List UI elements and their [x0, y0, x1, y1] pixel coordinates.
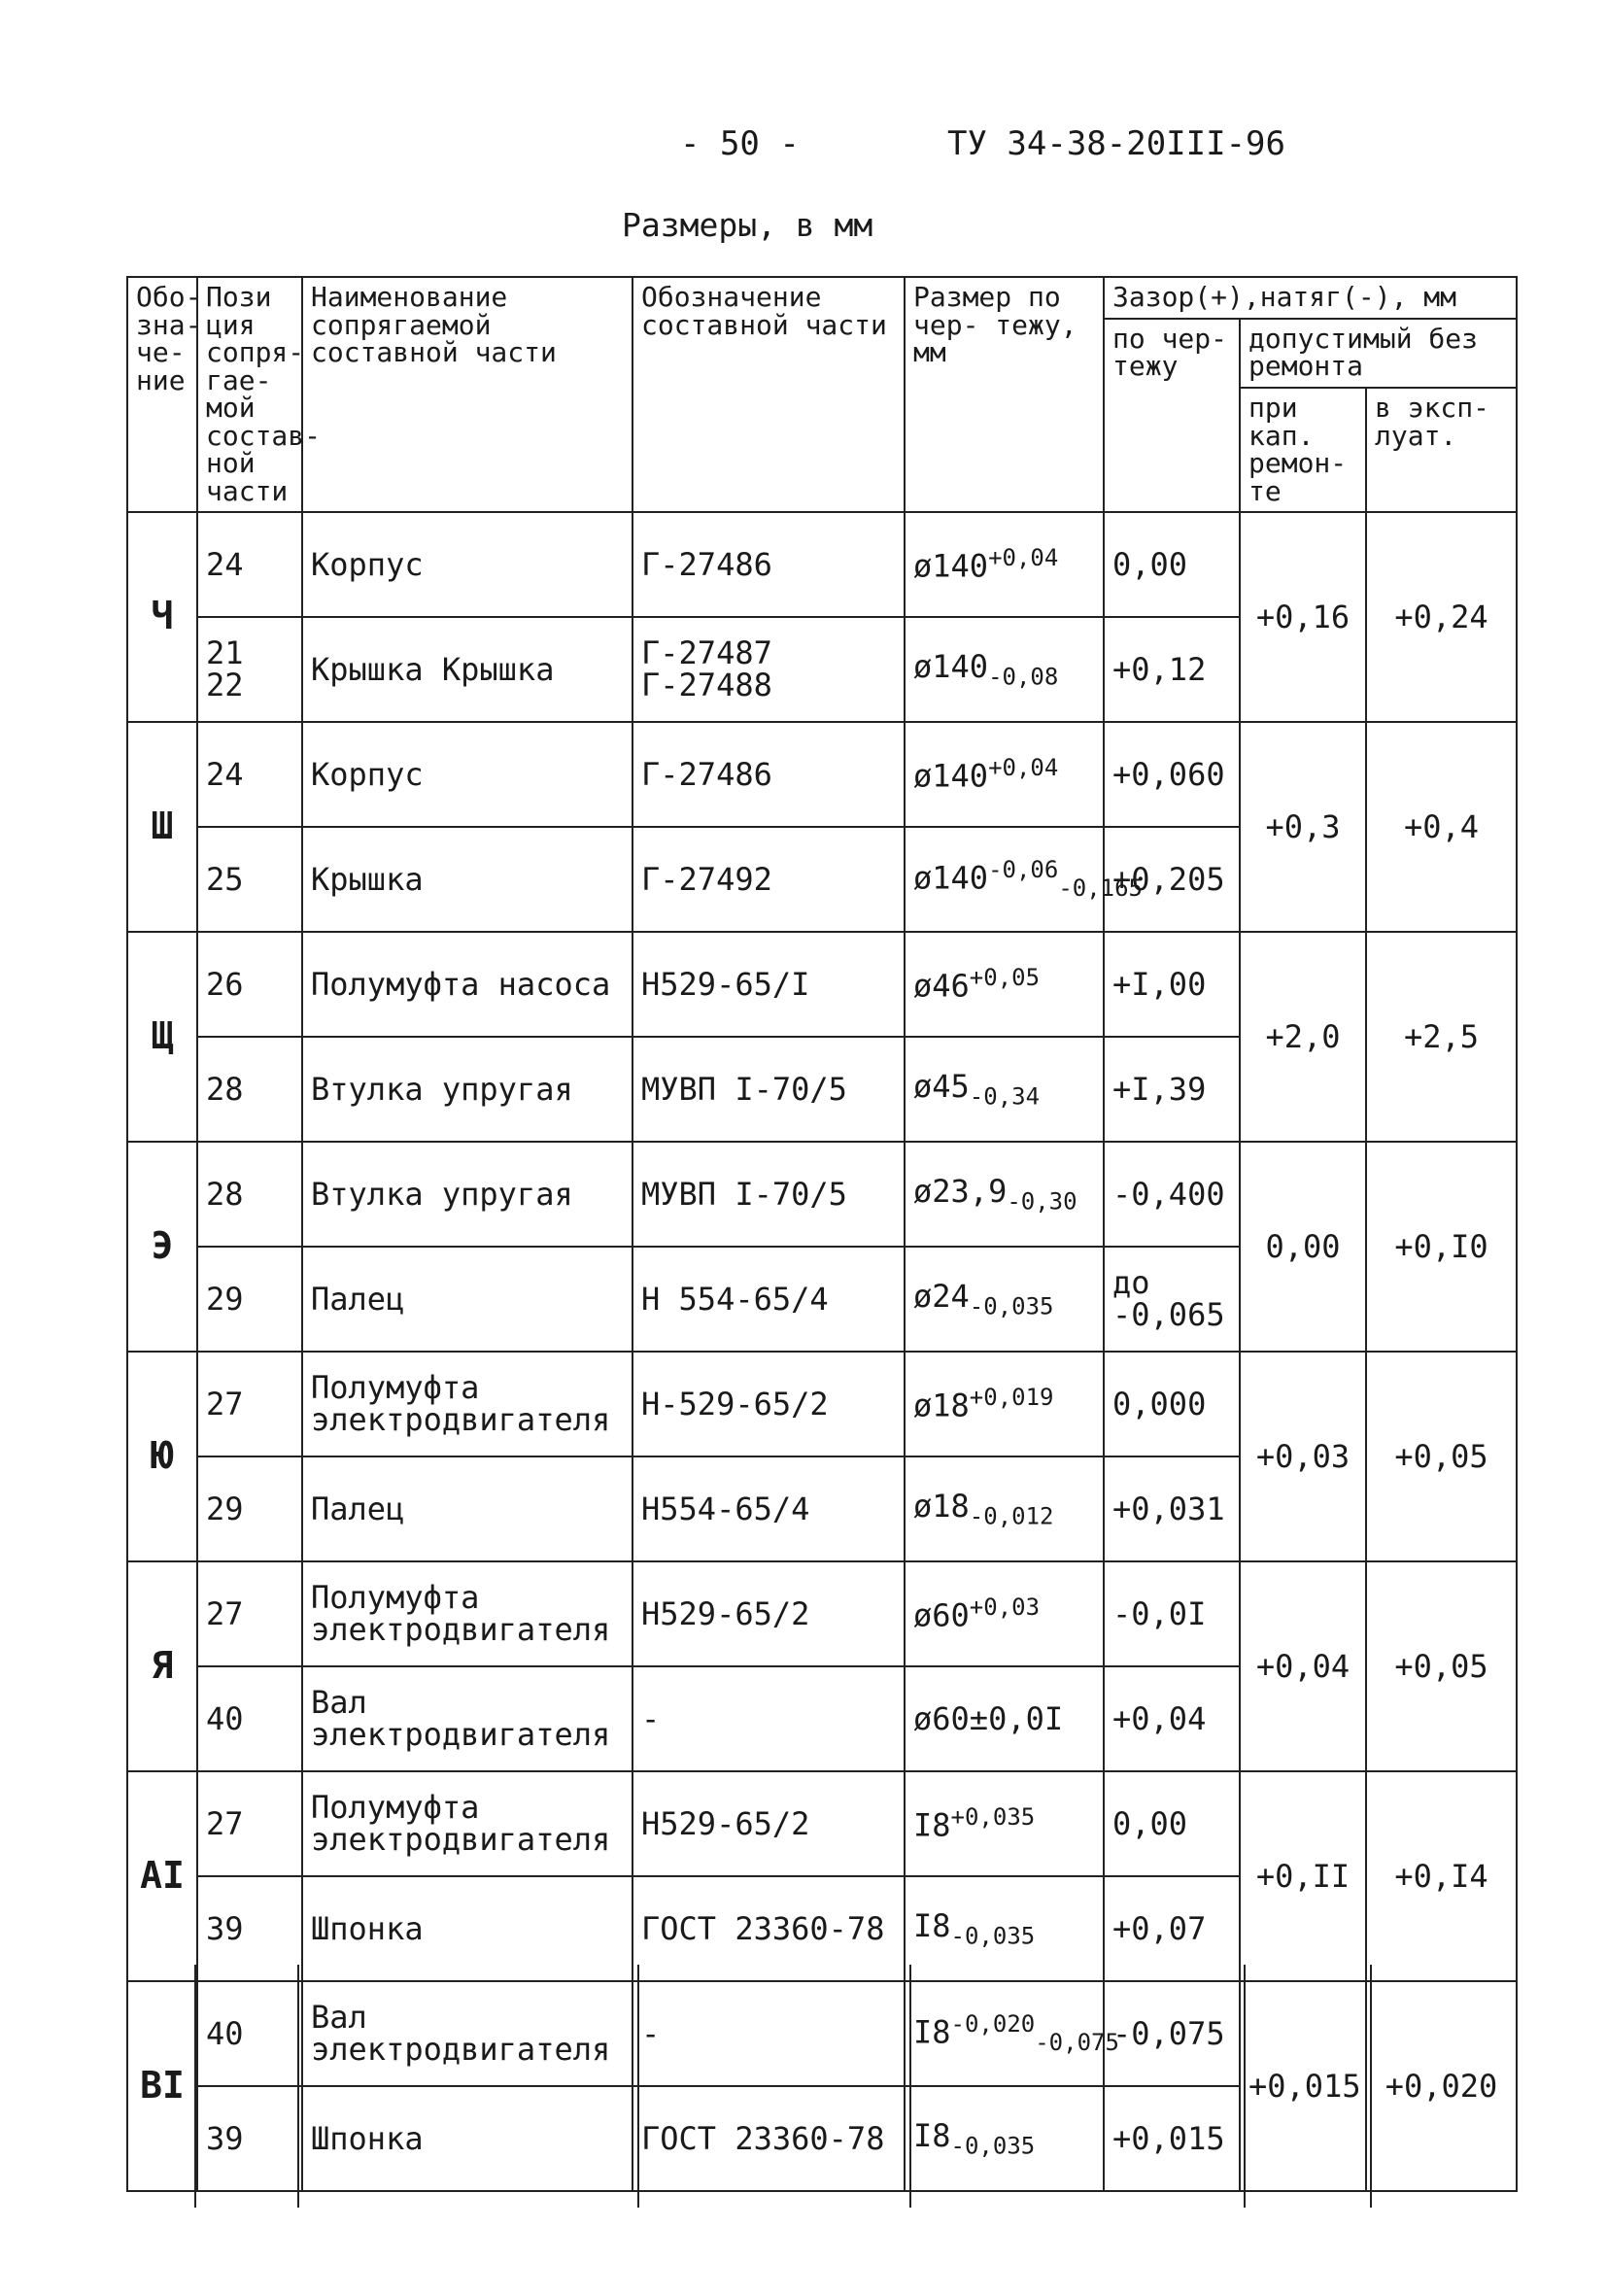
size-nominal: ø140	[913, 647, 989, 685]
part-code-cell: Н-529-65/2	[633, 1352, 905, 1456]
part-code-cell: Г-27486	[633, 722, 905, 827]
group-designation: Э	[127, 1142, 197, 1352]
by-drawing-cell: -0,0I	[1104, 1561, 1240, 1666]
size-nominal: ø60	[913, 1596, 970, 1634]
size-cell	[905, 932, 1104, 1037]
by-drawing-cell: 0,00	[1104, 512, 1240, 617]
part-code-cell: Г-27486	[633, 512, 905, 617]
size-cell	[905, 617, 1104, 722]
size-cell	[905, 1981, 1119, 2086]
col-by-drawing: по чер- тежу	[1104, 319, 1240, 513]
document-code: ТУ 34-38-20III-96	[947, 124, 1285, 163]
size-nominal: ø18	[913, 1387, 970, 1424]
part-code-cell: Н529-65/I	[633, 932, 905, 1037]
position-cell: 40	[197, 1981, 302, 2086]
group-designation: АI	[127, 1771, 197, 1981]
name-cell: Корпус	[302, 722, 633, 827]
group-designation: Ш	[127, 722, 197, 932]
operation-cell: +0,I4	[1366, 1771, 1517, 1981]
table-caption: Размеры, в мм	[622, 206, 873, 244]
position-cell: 28	[197, 1142, 302, 1247]
size-lower-tolerance: -0,165	[1058, 874, 1144, 903]
name-cell: Шпонка	[302, 1876, 633, 1981]
position-cell: 27	[197, 1352, 302, 1456]
part-code-cell: МУВП I-70/5	[633, 1142, 905, 1247]
by-drawing-cell: +I,39	[1104, 1037, 1240, 1142]
table-row	[127, 722, 1517, 827]
size-lower-tolerance: -0,012	[969, 1501, 1054, 1529]
part-code-cell: -	[633, 1666, 905, 1771]
col-size: Размер по чер- тежу, мм	[905, 277, 1104, 512]
size-upper-tolerance: +0,035	[950, 1803, 1036, 1832]
name-cell: Крышка	[302, 827, 633, 932]
size-cell	[905, 722, 1104, 827]
position-cell: 25	[197, 827, 302, 932]
column-rule	[297, 1965, 299, 2208]
position-cell: 29	[197, 1247, 302, 1352]
name-cell: Палец	[302, 1247, 633, 1352]
column-rule	[1244, 1965, 1246, 2208]
position-cell: 24	[197, 512, 302, 617]
table-row	[127, 1771, 1517, 1876]
size-lower-tolerance: -0,30	[1007, 1186, 1077, 1215]
column-rule	[1370, 1965, 1372, 2208]
by-drawing-cell: +0,07	[1104, 1876, 1240, 1981]
part-code-cell: Н 554-65/4	[633, 1247, 905, 1352]
cap-repair-cell: +0,II	[1240, 1771, 1366, 1981]
table-row	[127, 1142, 1517, 1247]
size-cell	[905, 1561, 1104, 1666]
column-rule	[909, 1965, 911, 2208]
page-number: - 50 -	[680, 124, 800, 163]
size-lower-tolerance: -0,075	[1035, 2029, 1119, 2057]
part-code-cell: ГОСТ 23360-78	[633, 2086, 905, 2191]
size-nominal: I8	[913, 2116, 951, 2154]
table-row	[127, 1352, 1517, 1456]
size-nominal: ø45	[913, 1067, 970, 1105]
size-lower-tolerance: -0,34	[969, 1081, 1041, 1110]
by-drawing-cell: +0,060	[1104, 722, 1240, 827]
by-drawing-cell: +0,031	[1104, 1456, 1240, 1561]
by-drawing-cell: +I,00	[1104, 932, 1240, 1037]
size-lower-tolerance: -0,035	[969, 1291, 1054, 1319]
table-row	[127, 1561, 1517, 1666]
by-drawing-cell: -0,400	[1104, 1142, 1240, 1247]
column-rule	[637, 1965, 639, 2208]
size-nominal: ø140	[913, 859, 989, 897]
name-cell: Полумуфта электродвигателя	[302, 1561, 633, 1666]
part-code-cell: Н529-65/2	[633, 1771, 905, 1876]
position-cell: 40	[197, 1666, 302, 1771]
name-cell: Крышка Крышка	[302, 617, 633, 722]
size-cell	[905, 1771, 1104, 1876]
by-drawing-cell: -0,075	[1104, 1981, 1240, 2086]
col-cap-repair: при кап. ремон- те	[1240, 388, 1366, 512]
by-drawing-cell: 0,000	[1104, 1352, 1240, 1456]
size-nominal: ø24	[913, 1277, 970, 1315]
size-upper-tolerance: +0,04	[988, 544, 1059, 572]
size-cell	[905, 827, 1144, 932]
col-designation: Обо- зна- че- ние	[127, 277, 197, 512]
name-cell: Втулка упругая	[302, 1037, 633, 1142]
position-cell: 39	[197, 2086, 302, 2191]
part-code-cell: Н554-65/4	[633, 1456, 905, 1561]
size-nominal: I8	[913, 2013, 951, 2051]
dimensions-table	[126, 276, 1518, 2192]
position-cell: 39	[197, 1876, 302, 1981]
by-drawing-cell: +0,04	[1104, 1666, 1240, 1771]
col-operation: в эксп- луат.	[1366, 388, 1517, 512]
size-cell	[905, 1456, 1104, 1561]
size-upper-tolerance: +0,05	[969, 964, 1041, 992]
part-code-cell: Н529-65/2	[633, 1561, 905, 1666]
cap-repair-cell: +0,04	[1240, 1561, 1366, 1771]
name-cell: Втулка упругая	[302, 1142, 633, 1247]
name-cell: Полумуфта электродвигателя	[302, 1771, 633, 1876]
position-cell: 26	[197, 932, 302, 1037]
part-code-cell: Г-27492	[633, 827, 905, 932]
size-cell	[905, 1352, 1104, 1456]
size-nominal: ø140	[913, 757, 989, 795]
col-position: Пози ция сопря- гае- мой состав- ной части	[197, 277, 302, 512]
size-upper-tolerance: +0,03	[969, 1593, 1041, 1622]
operation-cell: +0,I0	[1366, 1142, 1517, 1352]
table-row	[127, 512, 1517, 617]
position-cell: 21 22	[197, 617, 302, 722]
size-nominal: ø23,9	[913, 1172, 1008, 1210]
size-lower-tolerance: -0,08	[988, 662, 1059, 690]
part-code-cell: ГОСТ 23360-78	[633, 1876, 905, 1981]
size-upper-tolerance: +0,019	[969, 1384, 1054, 1412]
size-cell	[905, 1142, 1104, 1247]
col-allowed: допустимый без ремонта	[1240, 319, 1517, 389]
by-drawing-cell: +0,12	[1104, 617, 1240, 722]
group-designation: ВI	[127, 1981, 197, 2191]
size-cell	[905, 1247, 1104, 1352]
size-cell	[905, 2086, 1104, 2191]
name-cell: Вал электродвигателя	[302, 1666, 633, 1771]
column-rule	[194, 1965, 196, 2208]
operation-cell: +0,020	[1366, 1981, 1517, 2191]
group-designation: Ч	[127, 512, 197, 722]
size-nominal: ø140	[913, 547, 989, 585]
operation-cell: +2,5	[1366, 932, 1517, 1142]
size-cell	[905, 512, 1104, 617]
name-cell: Полумуфта электродвигателя	[302, 1352, 633, 1456]
table-row	[127, 932, 1517, 1037]
by-drawing-cell: до -0,065	[1104, 1247, 1240, 1352]
operation-cell: +0,05	[1366, 1352, 1517, 1561]
table-body	[127, 512, 1517, 2191]
size-nominal: ø46	[913, 967, 970, 1005]
name-cell: Вал электродвигателя	[302, 1981, 633, 2086]
size-cell	[905, 1666, 1104, 1771]
name-cell: Шпонка	[302, 2086, 633, 2191]
part-code-cell: -	[633, 1981, 905, 2086]
cap-repair-cell: 0,00	[1240, 1142, 1366, 1352]
position-cell: 27	[197, 1771, 302, 1876]
col-name: Наименование сопрягаемой составной части	[302, 277, 633, 512]
size-cell	[905, 1876, 1104, 1981]
size-lower-tolerance: -0,035	[950, 1921, 1036, 1949]
group-designation: Я	[127, 1561, 197, 1771]
size-nominal: ø60±0,0I	[913, 1699, 1064, 1737]
name-cell: Палец	[302, 1456, 633, 1561]
table-header	[127, 277, 1517, 512]
operation-cell: +0,05	[1366, 1561, 1517, 1771]
size-upper-tolerance: +0,04	[988, 754, 1059, 782]
size-nominal: I8	[913, 1906, 951, 1944]
col-clearance: Зазор(+),натяг(-), мм	[1104, 277, 1517, 319]
by-drawing-cell: 0,00	[1104, 1771, 1240, 1876]
position-cell: 24	[197, 722, 302, 827]
cap-repair-cell: +0,16	[1240, 512, 1366, 722]
size-nominal: I8	[913, 1806, 951, 1844]
cap-repair-cell: +2,0	[1240, 932, 1366, 1142]
part-code-cell: Г-27487 Г-27488	[633, 617, 905, 722]
position-cell: 27	[197, 1561, 302, 1666]
size-lower-tolerance: -0,035	[950, 2131, 1036, 2159]
position-cell: 28	[197, 1037, 302, 1142]
name-cell: Полумуфта насоса	[302, 932, 633, 1037]
name-cell: Корпус	[302, 512, 633, 617]
cap-repair-cell: +0,015	[1240, 1981, 1366, 2191]
col-part-code: Обозначение составной части	[633, 277, 905, 512]
table-row	[127, 1981, 1517, 2086]
size-upper-tolerance: -0,06	[988, 856, 1059, 884]
size-nominal: ø18	[913, 1487, 970, 1525]
operation-cell: +0,4	[1366, 722, 1517, 932]
cap-repair-cell: +0,3	[1240, 722, 1366, 932]
group-designation: Ю	[127, 1352, 197, 1561]
position-cell: 29	[197, 1456, 302, 1561]
part-code-cell: МУВП I-70/5	[633, 1037, 905, 1142]
by-drawing-cell: +0,015	[1104, 2086, 1240, 2191]
by-drawing-cell: +0,205	[1104, 827, 1240, 932]
operation-cell: +0,24	[1366, 512, 1517, 722]
size-upper-tolerance: -0,020	[950, 2010, 1036, 2039]
group-designation: Щ	[127, 932, 197, 1142]
size-cell	[905, 1037, 1104, 1142]
cap-repair-cell: +0,03	[1240, 1352, 1366, 1561]
